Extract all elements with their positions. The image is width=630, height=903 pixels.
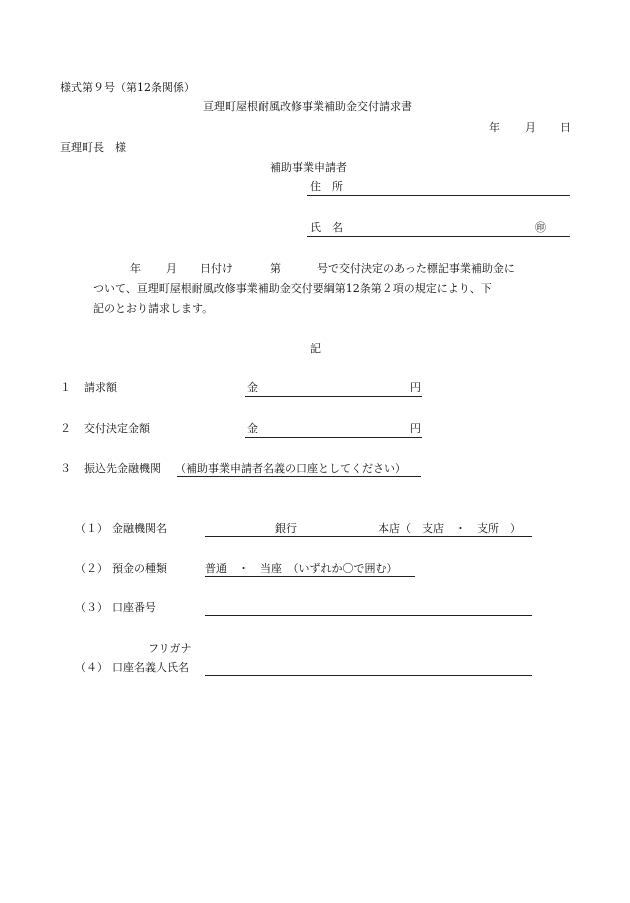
name-label: 氏 名: [310, 221, 343, 234]
item3-number: ３: [60, 462, 71, 475]
item2-line: [245, 437, 422, 438]
date-day: 日: [560, 121, 571, 134]
bank-row1-line: [205, 536, 532, 537]
item3-line: [177, 476, 421, 477]
name-line: [307, 236, 570, 237]
bank-row1-label: 金融機関名: [112, 522, 167, 535]
item2-prefix: 金: [247, 422, 258, 435]
bank-row3-number: （３）: [75, 601, 108, 614]
form-title: 亘理町屋根耐風改修事業補助金交付請求書: [203, 100, 412, 113]
style-number: 様式第９号（第12条関係）: [60, 81, 195, 94]
deposit-options: 普通 ・ 当座 （いずれか〇で囲む）: [205, 562, 398, 575]
bank-row3-line: [205, 615, 532, 616]
item1-unit: 円: [410, 381, 421, 394]
item3-note: （補助事業申請者名義の口座としてください）: [175, 462, 406, 475]
address-label: 住 所: [310, 180, 343, 193]
bank-row4-label: 口座名義人氏名: [112, 661, 189, 674]
body-year: 年: [130, 262, 141, 275]
item2-unit: 円: [410, 422, 421, 435]
bank-row2-label: 預金の種類: [112, 562, 167, 575]
body-number-prefix: 第: [270, 262, 281, 275]
date-month: 月: [525, 121, 536, 134]
applicant-heading: 補助事業申請者: [270, 161, 347, 174]
bank-row1-number: （１）: [75, 522, 108, 535]
item3-label: 振込先金融機関: [84, 462, 161, 475]
body-line1-text: 号で交付決定のあった標記事業補助金に: [317, 262, 515, 275]
item1-number: １: [60, 381, 71, 394]
bank-branch: 本店（ 支店 ・ 支所 ）: [378, 522, 521, 535]
body-date-suffix: 日付け: [200, 262, 233, 275]
body-line3: 記のとおり請求します。: [93, 302, 214, 315]
item2-number: ２: [60, 422, 71, 435]
body-month: 月: [166, 262, 177, 275]
bank-row2-line: [205, 576, 415, 577]
seal-mark: ㊞: [535, 221, 546, 234]
address-line: [307, 195, 570, 196]
item1-label: 請求額: [84, 381, 117, 394]
item1-prefix: 金: [247, 381, 258, 394]
note-heading: 記: [310, 342, 321, 355]
item2-label: 交付決定金額: [84, 422, 150, 435]
bank-row3-label: 口座番号: [112, 601, 156, 614]
bank-row2-number: （２）: [75, 562, 108, 575]
addressee: 亘理町長 様: [60, 141, 126, 154]
bank-row4-number: （４）: [75, 661, 108, 674]
bank-name-suffix: 銀行: [275, 522, 297, 535]
date-year: 年: [489, 121, 500, 134]
item1-line: [245, 396, 422, 397]
bank-row4-line: [205, 675, 532, 676]
furigana-label: フリガナ: [148, 642, 192, 655]
body-line2: ついて、亘理町屋根耐風改修事業補助金交付要綱第12条第２項の規定により、下: [93, 282, 492, 295]
